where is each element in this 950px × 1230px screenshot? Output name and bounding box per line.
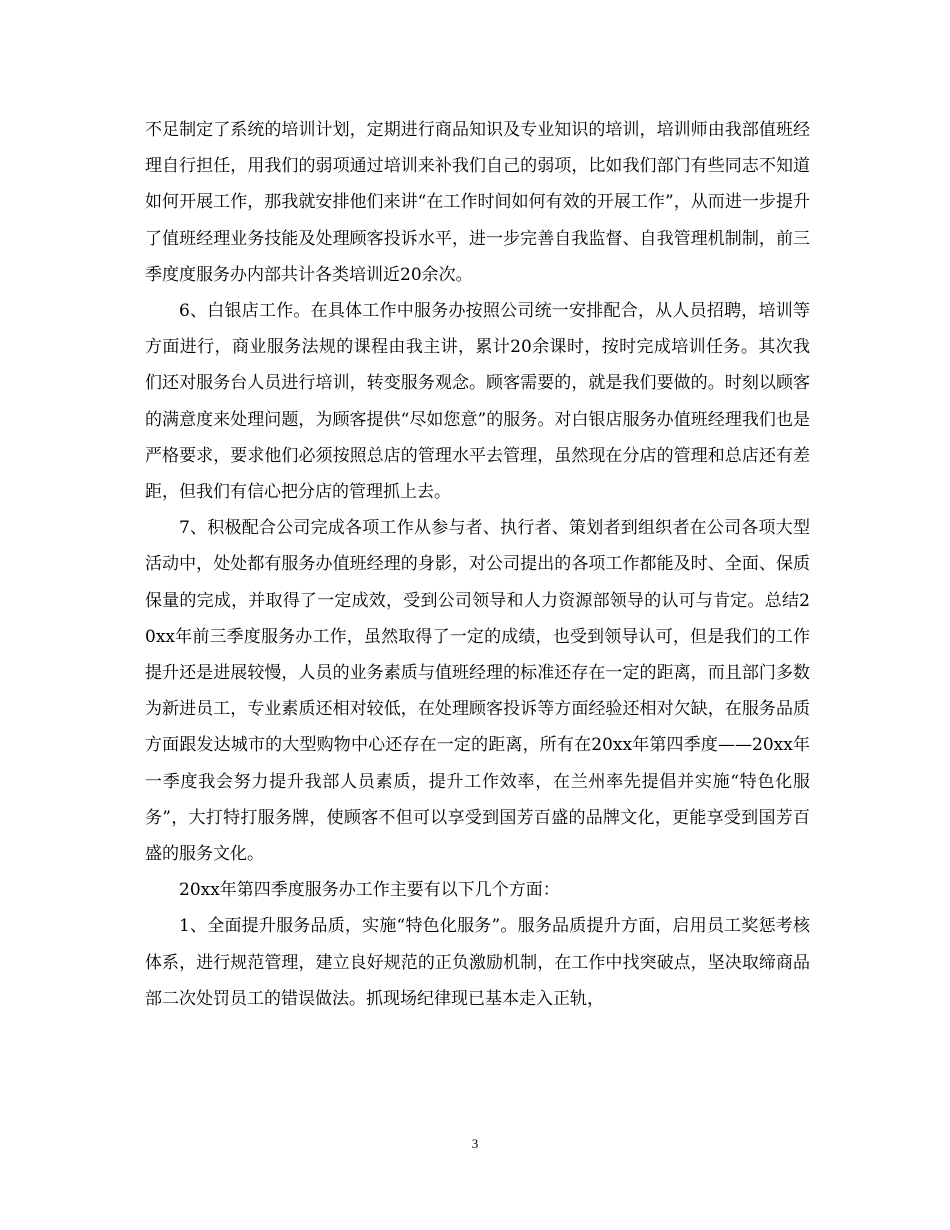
paragraph-training-plan: 不足制定了系统的培训计划，定期进行商品知识及专业知识的培训，培训师由我部值班经理自行担任，用我们的弱项通过培训来补我们自己的弱项，比如我们部门有些同志不知道如何开展工作，那我就安排他们来讲“在工作时间如何有效的开展工作”，从而进一步提升了值班经理业务技能及处理顾客投诉水平，进一步完善自我监督、自我管理机制制，前三季度度服务办内部共计各类培训近20余次。 bbox=[145, 120, 810, 285]
paragraph-service-quality: 1、全面提升服务品质，实施“特色化服务”。服务品质提升方面，启用员工奖惩考核体系，进行规范管理，建立良好规范的正负激励机制，在工作中找突破点，坚决取缔商品部二次处罚员工的错误做法。抓现场纪律现已基本走入正轨， bbox=[145, 916, 810, 1009]
document-body bbox=[145, 112, 810, 1017]
page-number: 3 bbox=[471, 1136, 479, 1151]
paragraph-q4-intro: 20xx年第四季度服务办工作主要有以下几个方面： bbox=[179, 880, 560, 901]
paragraph-baiyin-store: 6、白银店工作。在具体工作中服务办按照公司统一安排配合，从人员招聘，培训等方面进行，商业服务法规的课程由我主讲，累计20余课时，按时完成培训任务。其次我们还对服务台人员进行培训，转变服务观念。顾客需要的，就是我们要做的。时刻以顾客的满意度来处理问题，为顾客提供“尽如您意”的服务。对白银店服务办值班经理我们也是严格要求，要求他们必须按照总店的管理水平去管理，虽然现在分店的管理和总店还有差距，但我们有信心把分店的管理抓上去。 bbox=[145, 301, 810, 503]
paragraph-company-cooperation: 7、积极配合公司完成各项工作从参与者、执行者、策划者到组织者在公司各项大型活动中，处处都有服务办值班经理的身影，对公司提出的各项工作都能及时、全面、保质保量的完成，并取得了一定成效，受到公司领导和人力资源部领导的认可与肯定。总结20xx年前三季度服务办工作，虽然取得了一定的成绩，也受到领导认可，但是我们的工作提升还是进展较慢，人员的业务素质与值班经理的标准还存在一定的距离，而且部门多数为新进员工，专业素质还相对较低，在处理顾客投诉等方面经验还相对欠缺，在服务品质方面跟发达城市的大型购物中心还存在一定的距离，所有在20xx年第四季度——20xx年一季度我会努力提升我部人员素质，提升工作效率，在兰州率先提倡并实施“特色化服务”，大打特打服务牌，使顾客不但可以享受到国芳百盛的品牌文化，更能享受到国芳百盛的服务文化。 bbox=[145, 518, 810, 865]
